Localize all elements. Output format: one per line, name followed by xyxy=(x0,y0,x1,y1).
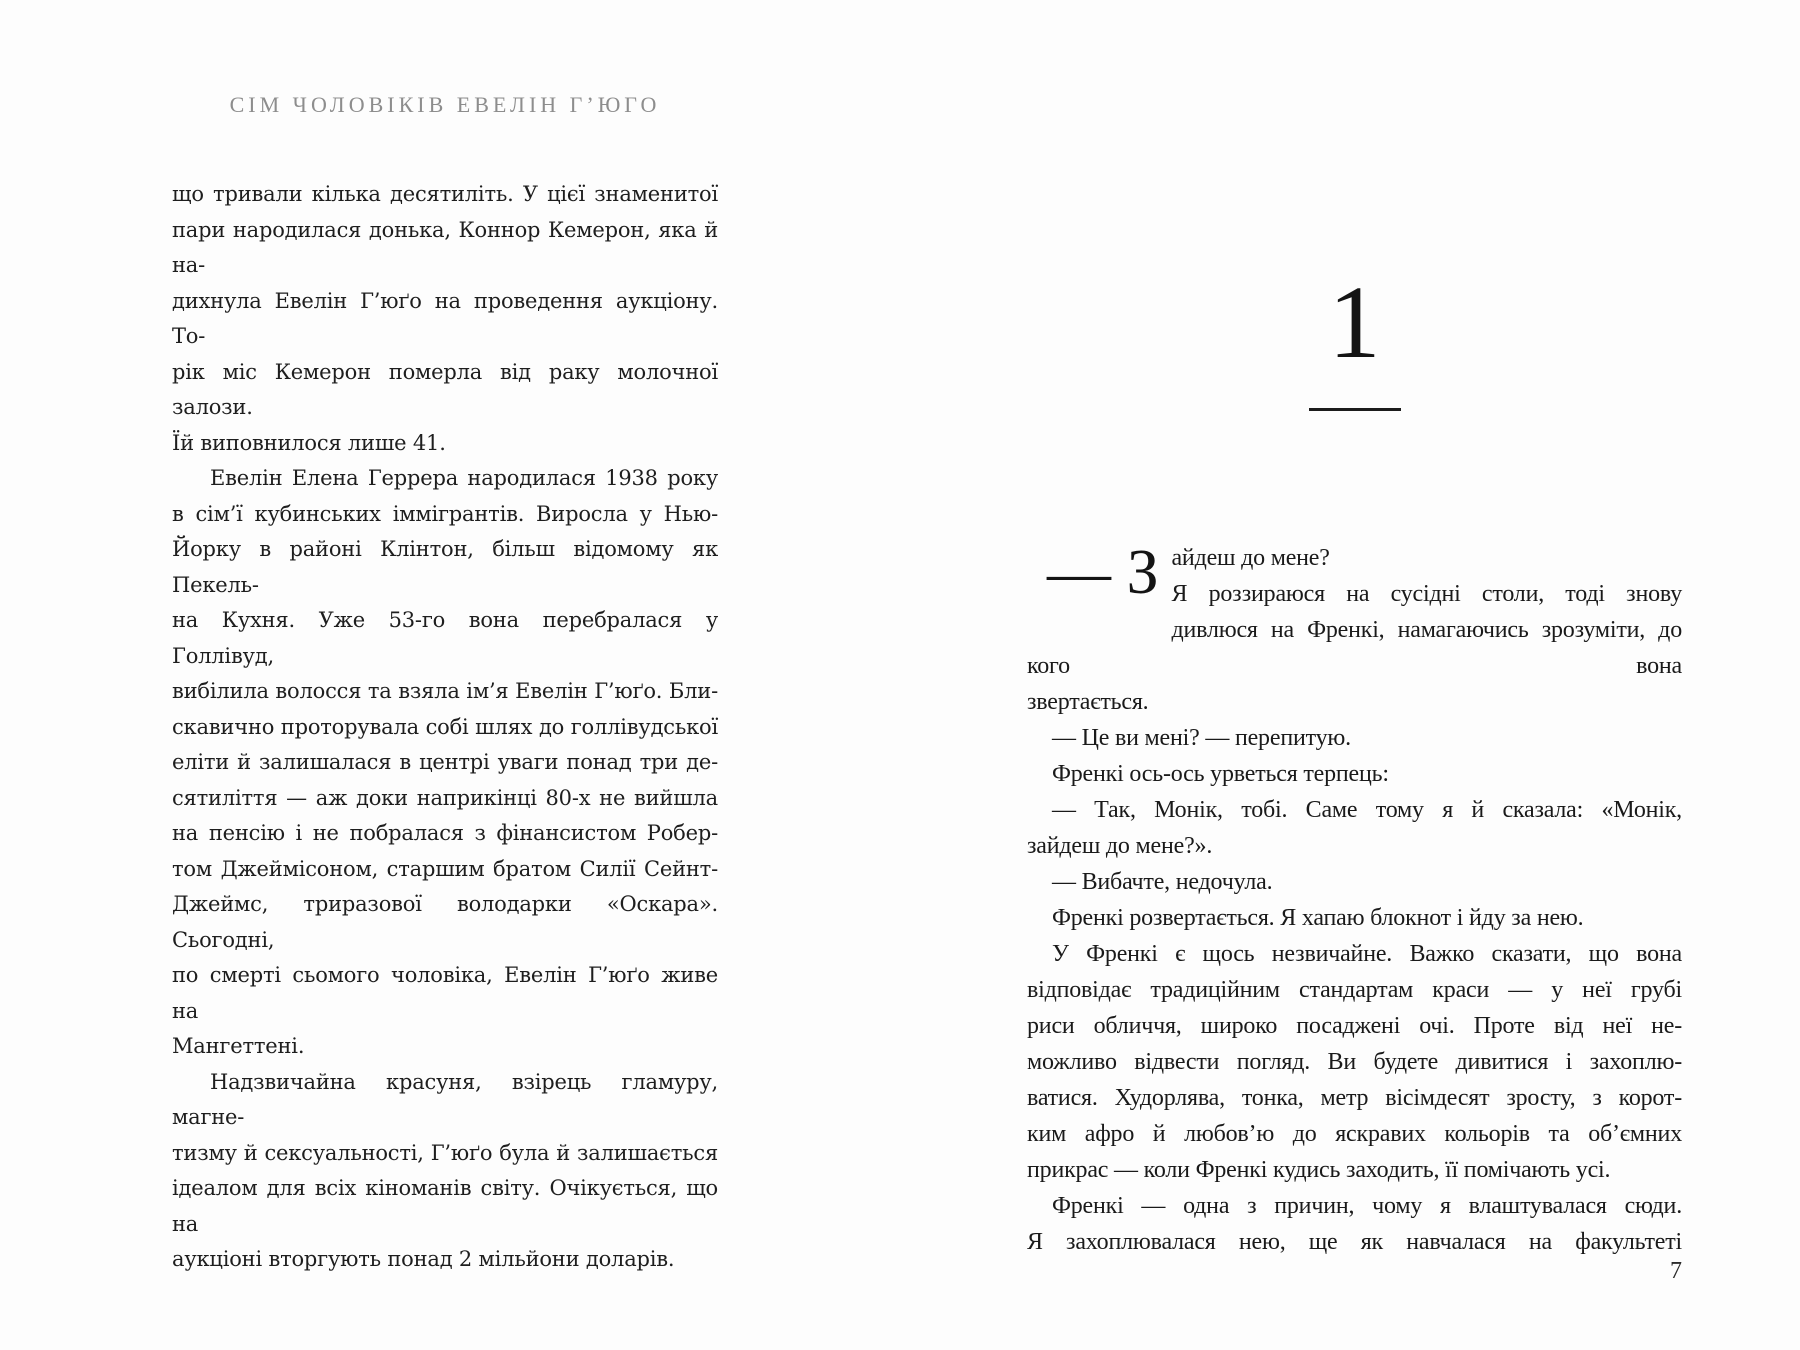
text-line: зайдеш до мене?». xyxy=(1027,833,1213,859)
text-line: прикрас — коли Френкі кудись заходить, її помічають усі. xyxy=(1027,1157,1611,1183)
text-line: Евелін Елена Геррера народилася 1938 року xyxy=(210,466,718,490)
text-line: Френкі розвертається. Я хапаю блокнот і йду за нею. xyxy=(1052,905,1584,931)
text-line: Йорку в районі Клінтон, більш відомому як Пекель- xyxy=(172,537,718,597)
text-line: Мангеттені. xyxy=(172,1034,305,1058)
left-page-text xyxy=(172,177,718,1278)
text-line: ким афро й любов’ю до яскравих кольорів та об’ємних xyxy=(1027,1121,1682,1147)
text-line: дивлюся на Френкі, намагаючись зрозуміти, до кого вона xyxy=(1027,617,1682,679)
paragraph xyxy=(172,177,718,461)
paragraph xyxy=(1027,720,1682,756)
paragraph xyxy=(1027,536,1682,720)
text-line: на пенсію і не побралася з фінансистом Робер- xyxy=(172,821,718,845)
text-line: еліти й залишалася в центрі уваги понад три де- xyxy=(172,750,718,774)
text-line: Надзвичайна красуня, взірець гламуру, магне- xyxy=(172,1069,718,1129)
text-line: Я роззираюся на сусідні столи, тоді знову xyxy=(1171,581,1682,607)
text-line: можливо відвести погляд. Ви будете дивитися і захоплю- xyxy=(1027,1049,1682,1075)
chapter-heading xyxy=(1027,266,1682,411)
text-line: пари народилася донька, Коннор Кемерон, яка й на- xyxy=(172,217,718,277)
text-line: вибілила волосся та взяла ім’я Евелін Г’юґо. Бли- xyxy=(172,679,718,703)
chapter-number: 1 xyxy=(1328,265,1381,380)
text-line: тизму й сексуальності, Г’юґо була й залишається xyxy=(172,1140,718,1165)
text-line: дихнула Евелін Г’юґо на проведення аукціону. То- xyxy=(172,288,718,348)
text-line: в сім’ї кубинських іммігрантів. Виросла у Нью- xyxy=(172,501,718,526)
text-line: Френкі — одна з причин, чому я влаштувалася сюди. xyxy=(1052,1193,1682,1219)
paragraph xyxy=(172,461,718,1065)
text-line: Я захоплювалася нею, ще як навчалася на факультеті xyxy=(1027,1229,1682,1255)
page-number: 7 xyxy=(1670,1258,1682,1284)
text-line: Френкі ось-ось урветься терпець: xyxy=(1052,761,1389,787)
running-header: СІМ ЧОЛОВІКІВ ЕВЕЛІН Г’ЮГО xyxy=(229,92,661,117)
text-line: — Так, Монік, тобі. Саме тому я й сказала: «Монік, xyxy=(1052,797,1682,823)
text-line: що тривали кілька десятиліть. У цієї знаменитої xyxy=(172,182,718,206)
text-line: — Вибачте, недочула. xyxy=(1052,869,1273,895)
paragraph xyxy=(1027,792,1682,864)
paragraph xyxy=(1027,900,1682,936)
paragraph xyxy=(1027,756,1682,792)
drop-cap: — З xyxy=(1047,536,1159,607)
paragraph xyxy=(1027,864,1682,900)
text-line: риси обличчя, широко посаджені очі. Проте від неї не- xyxy=(1027,1013,1682,1039)
paragraph xyxy=(1027,936,1682,1188)
text-line: айдеш до мене? xyxy=(1171,545,1330,571)
text-line: звертається. xyxy=(1027,689,1149,715)
text-line: ідеалом для всіх кіноманів світу. Очікується, що на xyxy=(172,1176,718,1236)
text-line: на Кухня. Уже 53-го вона перебралася у Голлівуд, xyxy=(172,608,718,668)
text-line: ватися. Худорлява, тонка, метр вісімдесят зросту, з корот- xyxy=(1027,1085,1682,1111)
paragraph xyxy=(172,1065,718,1278)
chapter-rule xyxy=(1309,408,1401,411)
text-line: скавично проторувала собі шлях до голлівудської xyxy=(172,714,718,739)
text-line: відповідає традиційним стандартам краси — у неї грубі xyxy=(1027,977,1682,1003)
text-line: аукціоні вторгують понад 2 мільйони доларів. xyxy=(172,1247,675,1271)
text-line: Джеймс, триразової володарки «Оскара». Сьогодні, xyxy=(172,892,718,952)
text-line: рік міс Кемерон померла від раку молочної залози. xyxy=(172,359,718,419)
text-line: сятиліття — аж доки наприкінці 80-х не вийшла xyxy=(172,785,718,810)
right-page-text xyxy=(1027,536,1682,1260)
paragraph xyxy=(1027,1188,1682,1260)
text-line: том Джеймісоном, старшим братом Силії Сейнт- xyxy=(172,856,718,881)
text-line: — Це ви мені? — перепитую. xyxy=(1052,725,1351,751)
text-line: Їй виповнилося лише 41. xyxy=(172,430,446,455)
text-line: У Френкі є щось незвичайне. Важко сказати, що вона xyxy=(1052,941,1682,967)
text-line: по смерті сьомого чоловіка, Евелін Г’юґо живе на xyxy=(172,963,718,1023)
